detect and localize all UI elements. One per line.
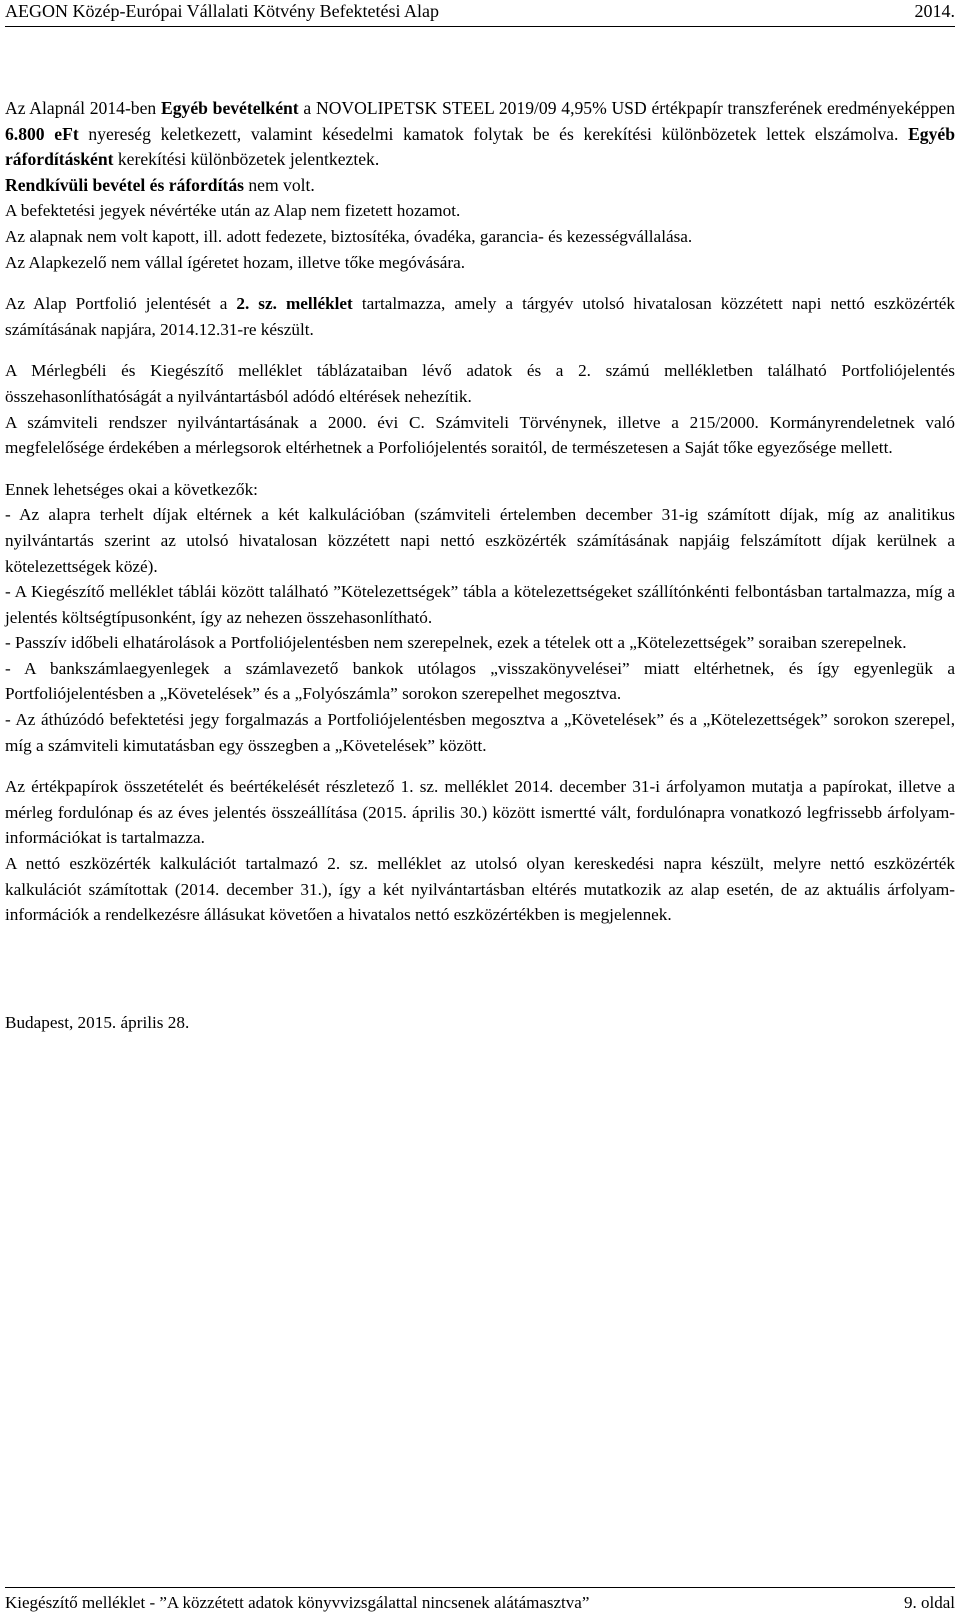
place-date: Budapest, 2015. április 28.: [5, 1012, 190, 1032]
other-income-paragraph: Az Alapnál 2014-ben Egyéb bevételként a NOVOLIPETSK STEEL 2019/09 4,95% USD értékpapír transzferének eredményeképpen 6.800 eFt nyereség keletkezett, valamint késedelmi kamatok folytak be és kerekítési különbözetek lettek elszámolva. Egyéb ráfordításként kerekítési különbözetek jelentkeztek.: [5, 98, 955, 170]
comparability-paragraph: A Mérlegbéli és Kiegészítő melléklet táblázataiban lévő adatok és a 2. számú mellékletben található Portfoliójelentés összehasonlíthatóságát a nyilvántartásból adódó eltérések nehezítik.: [5, 361, 955, 406]
document-body: [5, 96, 955, 1035]
extraordinary-paragraph: Rendkívüli bevétel és ráfordítás nem volt.: [5, 174, 315, 195]
collateral-paragraph: Az alapnak nem volt kapott, ill. adott fedezete, biztosítéka, óvadéka, garancia- és kezességvállalása.: [5, 226, 693, 246]
reason-item: - Passzív időbeli elhatárolások a Portfoliójelentésben nem szerepelnek, ezek a tételek ott a „Kötelezettségek” soraiban szerepelnek.: [5, 633, 907, 653]
reason-item: - A Kiegészítő melléklet táblái között található ”Kötelezettségek” tábla a kötelezettségeket szállítónkénti felbontásban tartalmazza, míg a jelentés költségtípusonként, így az nehezen összehasonlítható.: [5, 582, 955, 627]
guarantee-paragraph: Az Alapkezelő nem vállal ígéretet hozam, illetve tőke megóvására.: [5, 252, 466, 272]
header-title: AEGON Közép-Európai Vállalati Kötvény Befektetési Alap: [5, 1, 440, 21]
income-section: [5, 96, 955, 198]
portfolio-report-paragraph: Az Alap Portfolió jelentését a 2. sz. melléklet tartalmazza, amely a tárgyév utolsó hivatalosan közzétett napi nettó eszközérték számításának napjára, 2014.12.31-re készült.: [5, 294, 955, 339]
header-year: 2014.: [914, 1, 955, 21]
reason-item: - A bankszámlaegyenlegek a számlavezető bankok utólagos „visszakönyvelései” miatt eltérhetnek, és így egyenlegük a Portfoliójelentésben a „Követelések” és a „Folyószámla” sorokon szerepelhet megosztva.: [5, 658, 955, 704]
dividend-paragraph: A befektetési jegyek névértéke után az Alap nem fizetett hozamot.: [5, 201, 461, 221]
reasons-intro: Ennek lehetséges okai a következők:: [5, 479, 258, 499]
page-number: 9. oldal: [904, 1593, 955, 1612]
reason-item: - Az alapra terhelt díjak eltérnek a két kalkulációban (számviteli értelemben december 31-ig számított díjak, míg az analitikus nyilvántartás szerint az utolsó hivatalosan közzétett napi nettó eszközérték számításának napjáig felszámított díjak kerülnek a kötelezettségek közé).: [5, 505, 955, 576]
reason-item: - Az áthúzódó befektetési jegy forgalmazás a Portfoliójelentésben megosztva a „Követelések” és a „Kötelezettségek” sorokon szerepel, míg a számviteli kimutatásban egy összegben a „Követelések” között.: [5, 710, 955, 755]
nav-paragraph: A nettó eszközérték kalkulációt tartalmazó 2. sz. melléklet az utolsó olyan kereskedési napra készült, melyre nettó eszközérték kalkulációt számítottak (2014. december 31.), így a két nyilvántartásban eltérés mutatkozik az alap esetén, de az aktuális árfolyam-információk a rendelkezésre állásukat követően a hivatalos nettó eszközértékben is megjelennek.: [5, 854, 955, 925]
footer-note: Kiegészítő melléklet - ”A közzétett adatok könyvvizsgálattal nincsenek alátámasztva”: [5, 1593, 590, 1612]
securities-paragraph: Az értékpapírok összetételét és beértékelését részletező 1. sz. melléklet 2014. december 31-i árfolyamon mutatja a papírokat, illetve a mérleg fordulónap és az éves jelentés összeállítása (2015. április 30.) között ismertté vált, fordulónapra vonatkozó legfrissebb árfolyam-információkat is tartalmazza.: [5, 777, 955, 848]
page-footer: [5, 1587, 955, 1616]
page-header: [5, 0, 955, 27]
accounting-system-paragraph: A számviteli rendszer nyilvántartásának a 2000. évi C. Számviteli Törvénynek, illetve a 215/2000. Kormányrendeletnek való megfelelősége érdekében a mérlegsorok eltérhetnek a Porfoliójelentés soraitól, de természetesen a Saját tőke egyezősége mellett.: [5, 412, 955, 458]
